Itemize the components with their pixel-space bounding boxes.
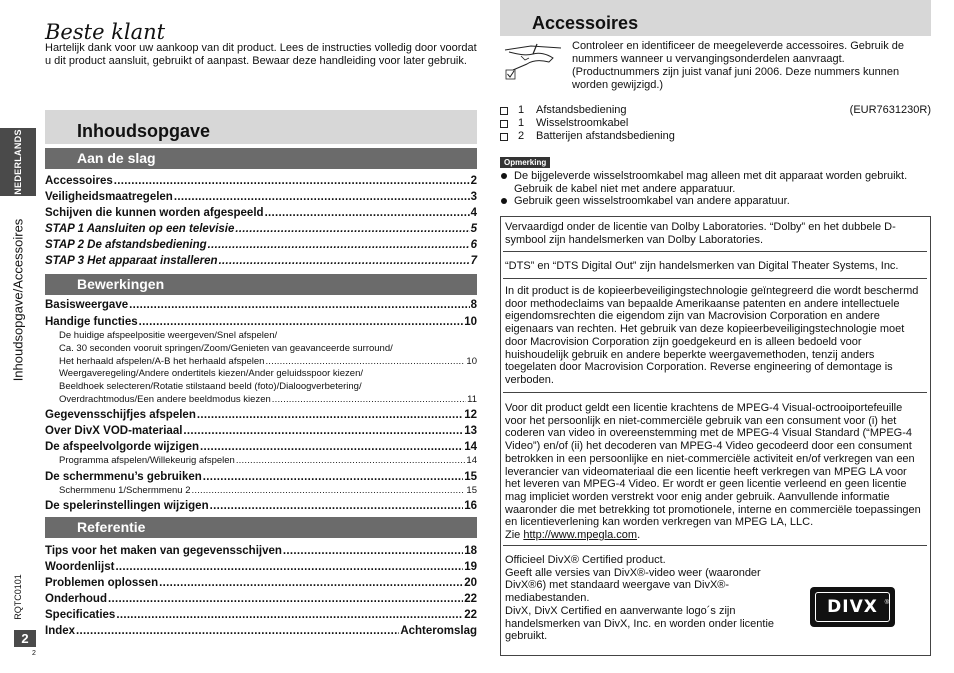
- mpeg-notice: Voor dit product geldt een licentie krachtens de MPEG-4 Visual-octrooiportefeuille voor het persoonlijk en niet-commerciële gebruik van een consument voor (i) het coderen van video in overeenstemming met de MPEG-4 Visual Standard (“MPEG-4 Video”) en/of (ii) het decoderen van MPEG-4 Video gecodeerd door een consument betrokken in een persoonlijke en niet-commerciële activiteit en/of verkregen van een leverancier van videomateriaal die een licentie heeft verkregen van MPEG LA voor het leveren van MPEG-4 Video. Er wordt er geen licentie verleend en geen licentie mag impliciet worden verstrekt voor enig ander gebruik. Aanvullende informatie waaronder die met betrekking tot promotionele, interne en commerciële toepassingen en licentieverlening kan worden verkregen van MPEG LA, LLC. Zie http://www.mpegla.com.: [505, 402, 921, 542]
- note-bullet: De bijgeleverde wisselstroomkabel mag alleen met dit apparaat worden gebruikt. Gebruik de kabel niet met andere apparatuur.: [500, 170, 931, 195]
- toc-entry[interactable]: STAP 2 De afstandsbediening ..... 6: [45, 238, 477, 253]
- divx-notice: Officieel DivX® Certified product. Geeft alle versies van DivX®-video weer (waaronder DivX®6) met standaard weergave van DivX®-mediabestanden. DivX, DivX Certified en aanverwante logo´s zijn handelsmerken van DivX, Inc. en worden onder licentie gebruikt.: [505, 554, 775, 643]
- toc-sub-entry: Ca. 30 seconden vooruit springen/Zoom/Genieten van geavanceerde surround/: [59, 343, 393, 354]
- note-badge: Opmerking: [500, 157, 550, 168]
- toc-entry[interactable]: Accessoires ..... 2: [45, 174, 477, 189]
- toc-sub-entry: Weergaveregeling/Andere ondertitels kiezen/Ander geluidsspoor kiezen/: [59, 368, 364, 379]
- toc-entry[interactable]: Gegevensschijfjes afspelen ..... 12: [45, 408, 477, 423]
- bullet-icon: [501, 198, 507, 204]
- hand-checklist-icon: [503, 42, 563, 82]
- checkbox-icon: [500, 107, 508, 115]
- toc-entry[interactable]: Handige functies ..... 10: [45, 315, 477, 330]
- section-bar-aan-de-slag: Aan de slag: [45, 148, 477, 169]
- macrovision-notice: In dit product is de kopieerbeveiligingstechnologie geïntegreerd die wordt beschermd door methodeclaims van bepaalde Amerikaanse patenten en andere intellectuele eigendomsrechten die eigendom zijn van Macrovision Corporation en andere eigenaars van rechten. Het gebruik van deze kopieerbeveiligingstechnologie moet door Macrovision Corporation zijn goedgekeurd en is alleen bedoeld voor huishoudelijk gebruik en andere beperkte weergavemethoden, tenzij anders toegelaten door Macrovision Corporation. Reverse engineering of demontage is verboden.: [505, 285, 919, 386]
- bullet-icon: [501, 173, 507, 179]
- accessories-heading: Accessoires: [500, 0, 931, 36]
- divider: [503, 392, 927, 393]
- note-bullet: Gebruik geen wisselstroomkabel van andere apparatuur.: [500, 195, 931, 208]
- divider: [503, 251, 927, 252]
- toc-entry[interactable]: Onderhoud ..... 22: [45, 592, 477, 607]
- divx-logo: DIVX ®: [810, 587, 895, 627]
- toc-entry[interactable]: De afspeelvolgorde wijzigen ..... 14: [45, 440, 477, 455]
- mpegla-link[interactable]: http://www.mpegla.com: [523, 529, 638, 542]
- toc-sub-entry[interactable]: Overdrachtmodus/Een andere beeldmodus kiezen ..... 11: [59, 394, 477, 407]
- document-code: RQTC0101: [13, 574, 23, 620]
- section-bar-bewerkingen: Bewerkingen: [45, 274, 477, 295]
- toc-sub-entry[interactable]: Het herhaald afspelen/A-B het herhaald afspelen ..... 10: [59, 356, 477, 369]
- toc-entry[interactable]: Tips voor het maken van gegevensschijven ..... 18: [45, 544, 477, 559]
- tiny-page-number: 2: [32, 650, 36, 657]
- toc-entry[interactable]: STAP 3 Het apparaat installeren ..... 7: [45, 254, 477, 269]
- toc-sub-entry[interactable]: Programma afspelen/Willekeurig afspelen ..... 14: [59, 455, 477, 468]
- toc-sub-entry[interactable]: Schermmenu 1/Schermmenu 2 ..... 15: [59, 485, 477, 498]
- language-tab: [0, 128, 36, 196]
- toc-sub-entry: De huidige afspeelpositie weergeven/Snel afspelen/: [59, 330, 278, 341]
- toc-heading: Inhoudsopgave: [45, 110, 477, 144]
- toc-entry[interactable]: Problemen oplossen ..... 20: [45, 576, 477, 591]
- toc-entry[interactable]: STAP 1 Aansluiten op een televisie ..... 5: [45, 222, 477, 237]
- toc-entry[interactable]: De spelerinstellingen wijzigen ..... 16: [45, 499, 477, 514]
- toc-entry[interactable]: Basisweergave ..... 8: [45, 298, 477, 313]
- toc-entry[interactable]: Veiligheidsmaatregelen ..... 3: [45, 190, 477, 205]
- toc-entry[interactable]: Index ..... Achteromslag: [45, 624, 477, 639]
- intro-text: Hartelijk dank voor uw aankoop van dit product. Lees de instructies volledig door voordat u dit product aansluit, gebruikt of aanpast. Bewaar deze handleiding voor later gebruik.: [45, 42, 477, 68]
- toc-entry[interactable]: Woordenlijst ..... 19: [45, 560, 477, 575]
- toc-entry[interactable]: Specificaties ..... 22: [45, 608, 477, 623]
- accessories-intro: Controleer en identificeer de meegeleverde accessoires. Gebruik de nummers wanneer u vervangingsonderdelen aanvraagt. (Productnummers zijn juist vanaf juni 2006. Deze nummers kunnen worden gewijzigd.): [572, 40, 905, 91]
- page-number: 2: [14, 630, 36, 647]
- dts-notice: “DTS” en “DTS Digital Out” zijn handelsmerken van Digital Theater Systems, Inc.: [505, 260, 899, 272]
- side-title: Inhoudsopgave/Accessoires: [10, 218, 26, 382]
- divider: [503, 278, 927, 279]
- language-label: NEDERLANDS: [13, 129, 23, 195]
- greeting-heading: Beste klant: [45, 20, 166, 44]
- checkbox-icon: [500, 133, 508, 141]
- dolby-notice: Vervaardigd onder de licentie van Dolby Laboratories. “Dolby” en het dubbele D-symbool zijn handelsmerken van Dolby Laboratories.: [505, 221, 896, 246]
- toc-entry[interactable]: Schijven die kunnen worden afgespeeld ..... 4: [45, 206, 477, 221]
- divider: [503, 545, 927, 546]
- toc-entry[interactable]: De schermmenu’s gebruiken ..... 15: [45, 470, 477, 485]
- toc-entry[interactable]: Over DivX VOD-materiaal ..... 13: [45, 424, 477, 439]
- section-bar-referentie: Referentie: [45, 517, 477, 538]
- checkbox-icon: [500, 120, 508, 128]
- toc-sub-entry: Beeldhoek selecteren/Rotatie stilstaand beeld (foto)/Dialoogverbetering/: [59, 381, 362, 392]
